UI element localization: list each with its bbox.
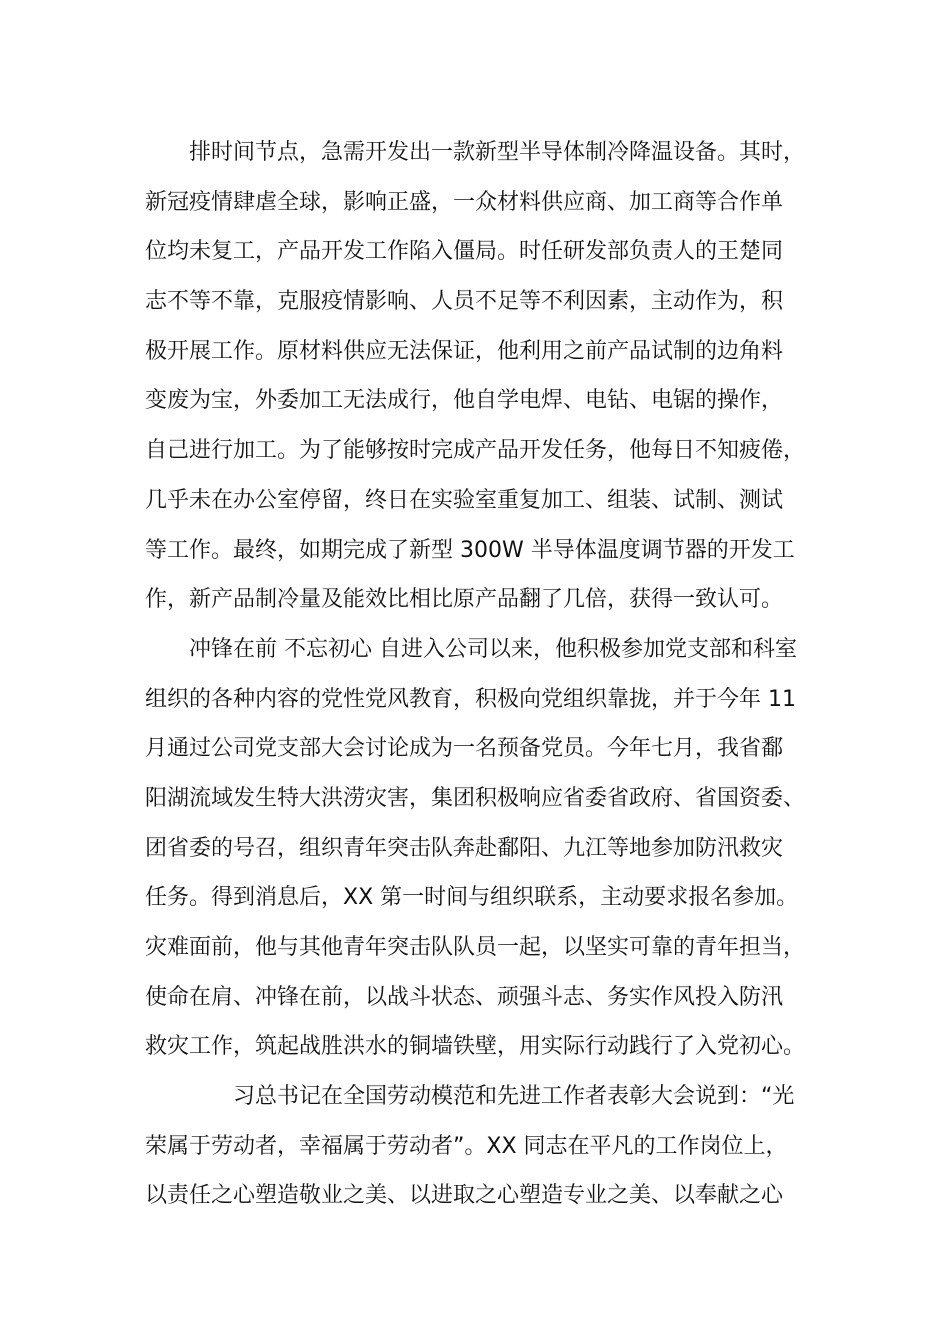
text-line: 使命在肩、冲锋在前，以战斗状态、顽强斗志、务实作风投入防汛: [145, 984, 784, 1010]
paragraph-1: [145, 128, 845, 625]
paragraph-3: [145, 1072, 845, 1221]
paragraph-2: [145, 625, 845, 1072]
text-line: 救灾工作，筑起战胜洪水的铜墙铁壁，用实际行动践行了入党初心。: [145, 1034, 806, 1060]
text-line: 变废为宝，外委加工无法成行，他自学电焊、电钻、电锯的操作，: [145, 388, 784, 414]
text-line: 作，新产品制冷量及能效比相比原产品翻了几倍，获得一致认可。: [145, 587, 784, 613]
text-line: 自己进行加工。为了能够按时完成产品开发任务，他每日不知疲倦，: [145, 438, 806, 464]
text-line: 志不等不靠，克服疫情影响、人员不足等不利因素，主动作为，积: [145, 289, 784, 315]
text-line: 荣属于劳动者，幸福属于劳动者”。XX 同志在平凡的工作岗位上，: [145, 1133, 788, 1159]
text-line: 位均未复工，产品开发工作陷入僵局。时任研发部负责人的王楚同: [145, 239, 784, 265]
text-line: 新冠疫情肆虐全球，影响正盛，一众材料供应商、加工商等合作单: [145, 189, 784, 215]
text-line: 冲锋在前 不忘初心 自进入公司以来，他积极参加党支部和科室: [189, 636, 797, 662]
text-line: 阳湖流域发生特大洪涝灾害，集团积极响应省委省政府、省国资委、: [145, 785, 806, 811]
text-line: 团省委的号召，组织青年突击队奔赴鄱阳、九江等地参加防汛救灾: [145, 835, 784, 861]
text-line: 任务。得到消息后，XX 第一时间与组织联系，主动要求报名参加。: [145, 885, 799, 911]
document-body: [145, 128, 845, 1221]
text-line: 几乎未在办公室停留，终日在实验室重复加工、组装、试制、测试: [145, 487, 784, 513]
text-line: 月通过公司党支部大会讨论成为一名预备党员。今年七月，我省鄱: [145, 736, 784, 762]
text-line: 以责任之心塑造敬业之美、以进取之心塑造专业之美、以奉献之心: [145, 1183, 784, 1209]
text-line: 习总书记在全国劳动模范和先进工作者表彰大会说到：“光: [233, 1084, 795, 1110]
text-line: 极开展工作。原材料供应无法保证，他利用之前产品试制的边角料: [145, 338, 784, 364]
text-line: 等工作。最终，如期完成了新型 300W 半导体温度调节器的开发工: [145, 537, 795, 563]
text-line: 灾难面前，他与其他青年突击队队员一起，以坚实可靠的青年担当，: [145, 935, 806, 960]
text-line: 排时间节点，急需开发出一款新型半导体制冷降温设备。其时，: [189, 140, 806, 165]
text-line: 组织的各种内容的党性党风教育，积极向党组织靠拢，并于今年 11: [145, 686, 796, 712]
